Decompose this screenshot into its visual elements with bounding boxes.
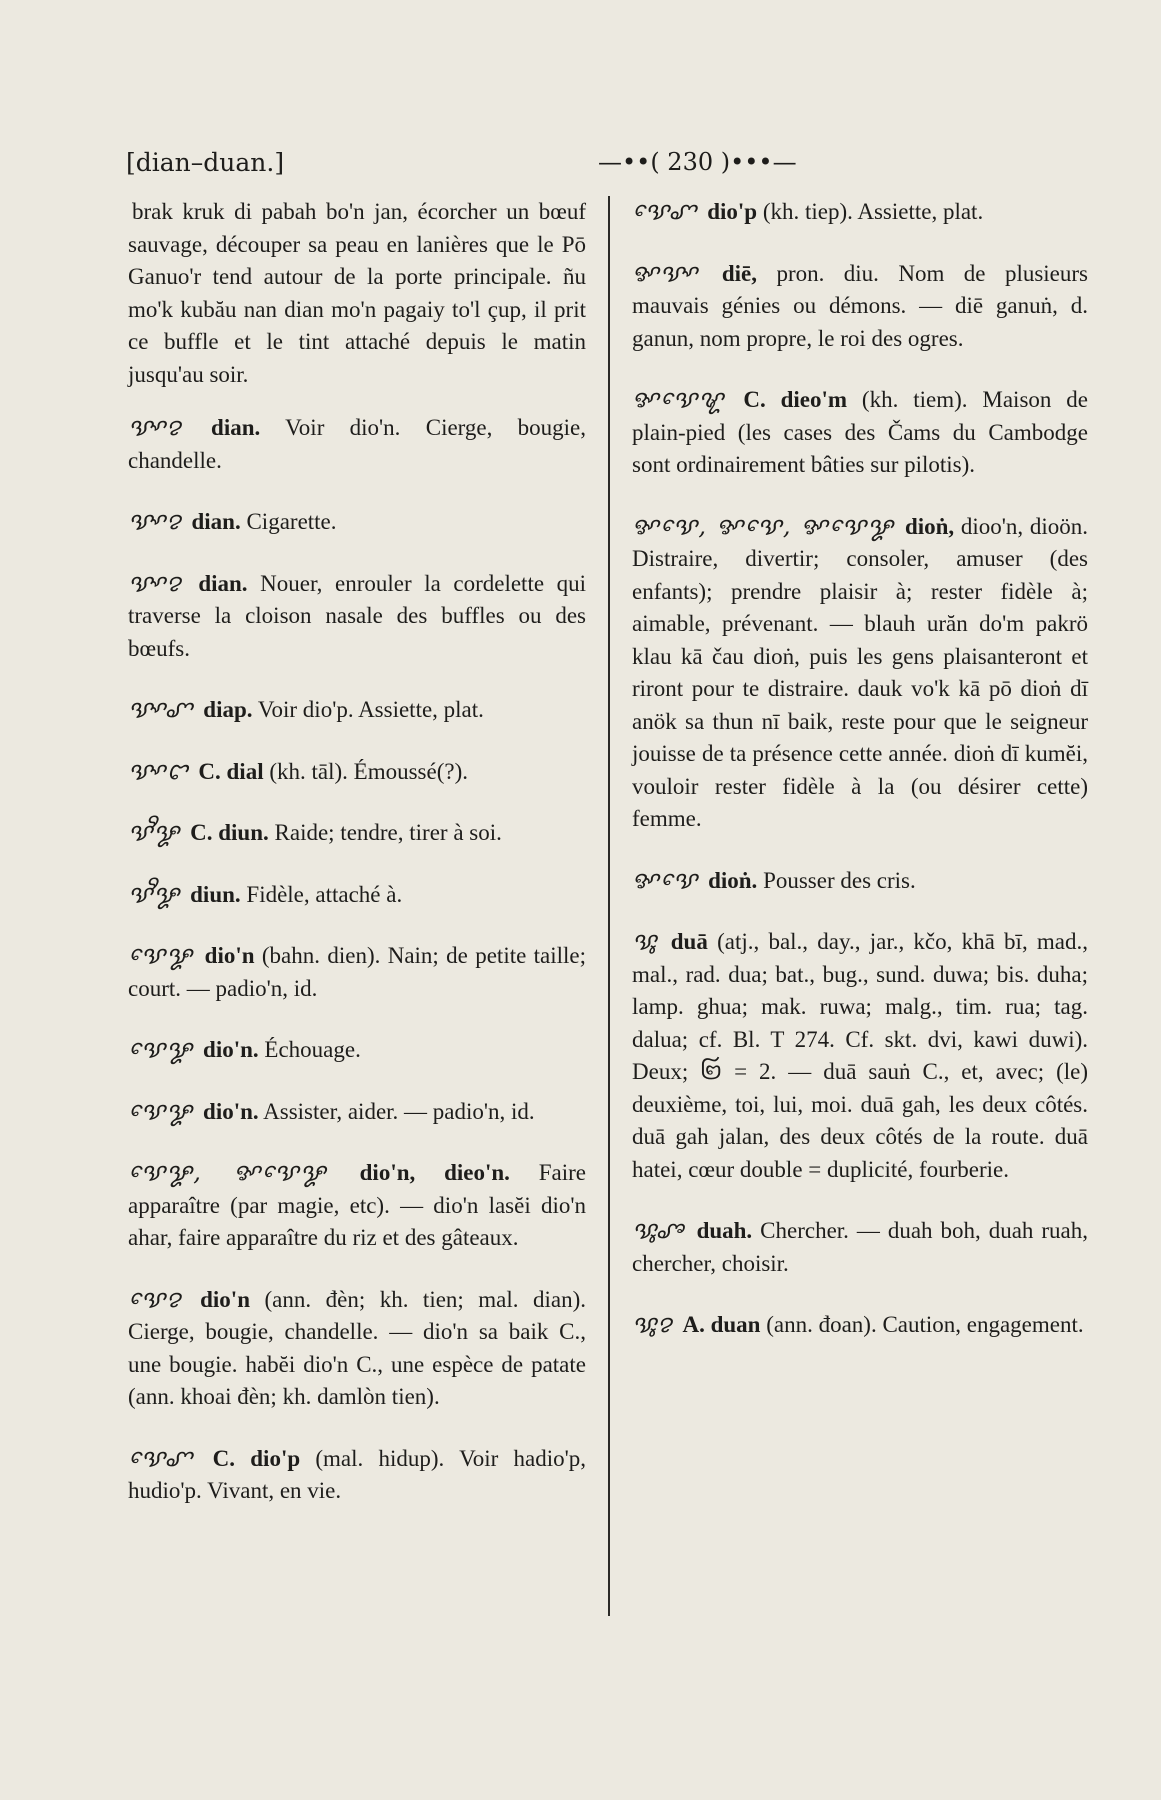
cham-script-word: ꨀꨕꨯꨠ [632, 385, 725, 413]
definition: Échouage. [264, 1037, 361, 1062]
dictionary-entry [632, 864, 1088, 898]
headword: dian. [191, 509, 241, 534]
definition: (bahn. dien). Nain; de petite taille; court. — padio'n, id. [128, 943, 587, 1001]
definition: pron. diu. Nom de plusieurs mauvais génies ou démons. — diē ganuṅ, d. ganun, nom propre, le roi des ogres. [632, 260, 1088, 351]
headword: diap. [203, 697, 253, 722]
dictionary-entry [128, 755, 586, 789]
definition: (ann. đèn; kh. tien; mal. dian). Cierge, bougie, chandelle. — dio'n sa baik C., une bougie. habĕi dio'n C., une espèce de patate (ann. khoai đèn; kh. damlòn tien). [128, 1286, 587, 1409]
dictionary-entry [128, 505, 586, 539]
cham-script-word: ꨕꨳꨤ [128, 756, 189, 785]
dictionary-entry [128, 1095, 586, 1129]
dictionary-entry [632, 925, 1088, 1186]
dictionary-entry [128, 878, 586, 912]
left-column [128, 195, 586, 1536]
cham-script-word: ꨕꨯꨋ, ꨀꨕꨯꨋ [128, 1158, 327, 1186]
dictionary-entry [128, 939, 586, 1005]
cham-script-word: ꨀꨕꨳ [632, 258, 699, 287]
headword: dio'n. [203, 1098, 259, 1124]
dictionary-entry [128, 1283, 586, 1414]
dictionary-entry [128, 411, 586, 477]
definition: Voir dio'p. Assiette, plat. [257, 697, 484, 722]
definition: (atj., bal., day., jar., kčo, khā bī, mad., mal., rad. dua; bat., bug., sund. duwa; bis. duha; lamp. ghua; mak. ruwa; malg., tim. rua; tag. dalua; cf. Bl. T 274. Cf. skt. dvi, kawi duwi). Deux; ꩒ = 2. — duā sauṅ C., et, avec; (le) deuxième, toi, lui, moi. duā gah, les deux côtés. duā gah jalan, des deux côtés de la route. duā hatei, cœur double = duplicité, fourberie. [632, 929, 1089, 1182]
headword: duah. [696, 1218, 753, 1243]
definition: Chercher. — duah boh, duah ruah, chercher, choisir. [632, 1218, 1089, 1276]
definition: Assister, aider. — padio'n, id. [263, 1098, 535, 1124]
headword: dioṅ, [904, 513, 955, 539]
cham-script-word: ꨕꨪꨋ [128, 818, 181, 846]
definition: Fidèle, attaché à. [246, 881, 403, 907]
dictionary-entry [632, 1214, 1088, 1280]
headword: diun. [190, 881, 241, 907]
definition: (ann. đoan). Caution, engagement. [766, 1312, 1084, 1337]
cham-script-word: ꨕꨶꨂ [632, 1310, 673, 1338]
definition: Nouer, enrouler la cordelette qui traverse la cloison nasale des buffles ou des bœufs. [128, 570, 587, 661]
definition: (mal. hidup). Voir hadio'p, hudio'p. Vivant, en vie. [128, 1445, 587, 1503]
dictionary-entry [632, 383, 1088, 482]
dictionary-entry [128, 693, 586, 727]
definition: Cigarette. [246, 509, 337, 534]
headword: diē, [721, 260, 757, 286]
cham-script-word: ꨕꨶ [632, 927, 658, 955]
headword: C. diun. [190, 820, 269, 845]
cham-script-word: ꨀꨕꨯ [632, 865, 699, 894]
dictionary-entry [128, 1033, 586, 1067]
headword: dio'n. [203, 1037, 259, 1062]
cham-script-word: ꨕꨳꨂ [128, 568, 182, 597]
cham-script-word: ꨕꨶꨨ [632, 1216, 685, 1244]
headword: C. dio'p [212, 1445, 301, 1471]
headword: dio'n, dieo'n. [359, 1160, 510, 1185]
dictionary-entry [632, 195, 1088, 229]
cham-script-word: ꨕꨳꨚ [128, 695, 194, 723]
dictionary-entry [128, 1156, 586, 1255]
dictionary-entry [632, 1308, 1088, 1342]
headword: C. dial [198, 758, 264, 784]
headword: dian. [211, 415, 261, 440]
definition: (kh. tiem). Maison de plain-pied (les cases des Čams du Cambodge sont ordinairement bâties sur pilotis). [632, 387, 1088, 477]
cham-script-word: ꨕꨯꨂ [128, 1284, 182, 1313]
headword: A. duan [682, 1312, 761, 1337]
headword: dioṅ. [708, 867, 758, 893]
cham-script-word: ꨕꨯꨚ [128, 1443, 194, 1472]
cham-script-word: ꨕꨪꨋ [128, 879, 181, 908]
running-head: [dian–duan.] [126, 148, 285, 177]
page-header [126, 148, 1056, 188]
definition: (kh. tāl). Émoussé(?). [269, 758, 468, 784]
headword: dio'p [707, 199, 758, 224]
cham-script-word: ꨕꨯꨋ [128, 1096, 194, 1125]
cham-script-word: ꨕꨯꨚ [632, 197, 698, 225]
definition: dioo'n, dioön. Distraire, divertir; consoler, amuser (des enfants); prendre plaisir à; rester fidèle à; aimable, prévenant. — blauh urăn do'm pakrö klau kā čau dioṅ, puis les gens plaisanteront et riront pour te distraire. dauk vo'k kā pō dioṅ dī anök sa thun nī baik, reste pour que le seigneur jouisse de ta présence cette année. dioṅ dī kumĕi, vouloir rester fidèle à la (ou désirer cette) femme. [632, 513, 1089, 831]
headword: C. dieo'm [743, 387, 848, 412]
headword: duā [670, 929, 708, 954]
definition: Faire apparaître (par magie, etc). — dio'n lasĕi dio'n ahar, faire apparaître du riz et des gâteaux. [128, 1160, 586, 1250]
definition: Raide; tendre, tirer à soi. [274, 820, 502, 845]
dictionary-entry [128, 567, 586, 666]
definition: (kh. tiep). Assiette, plat. [762, 199, 984, 224]
dictionary-entry [128, 816, 586, 850]
page-number: —••( 230 )•••— [598, 148, 797, 176]
definition: Voir dio'n. Cierge, bougie, chandelle. [128, 415, 587, 473]
cham-script-word: ꨕꨯꨋ [128, 1035, 194, 1063]
headword: dio'n [204, 943, 255, 968]
dictionary-entry [128, 1442, 586, 1508]
cham-script-word: ꨕꨳꨂ [128, 413, 182, 441]
dictionary-entry [632, 257, 1088, 356]
definition: Pousser des cris. [763, 867, 916, 893]
definition: brak kruk di pabah bo'n jan, écorcher un bœuf sauvage, découper sa peau en lanières que le Pō Ganuo'r tend autour de la porte principale. ñu mo'k kubău nan dian mo'n pagaiy to'l çup, il prit ce buffle et le tint attaché depuis le matin jusqu'au soir. [128, 199, 586, 387]
headword: dio'n [200, 1286, 250, 1312]
cham-script-word: ꨕꨳꨂ [128, 507, 182, 535]
dictionary-entry [632, 510, 1088, 836]
right-column [632, 195, 1088, 1370]
cham-script-word: ꨀꨕꨯ, ꨀꨕꨯ, ꨀꨕꨯꨋ [632, 511, 895, 540]
column-divider [608, 196, 610, 1616]
headword: dian. [198, 570, 248, 596]
cham-script-word: ꨕꨯꨋ [128, 941, 194, 969]
dictionary-entry [128, 195, 586, 391]
